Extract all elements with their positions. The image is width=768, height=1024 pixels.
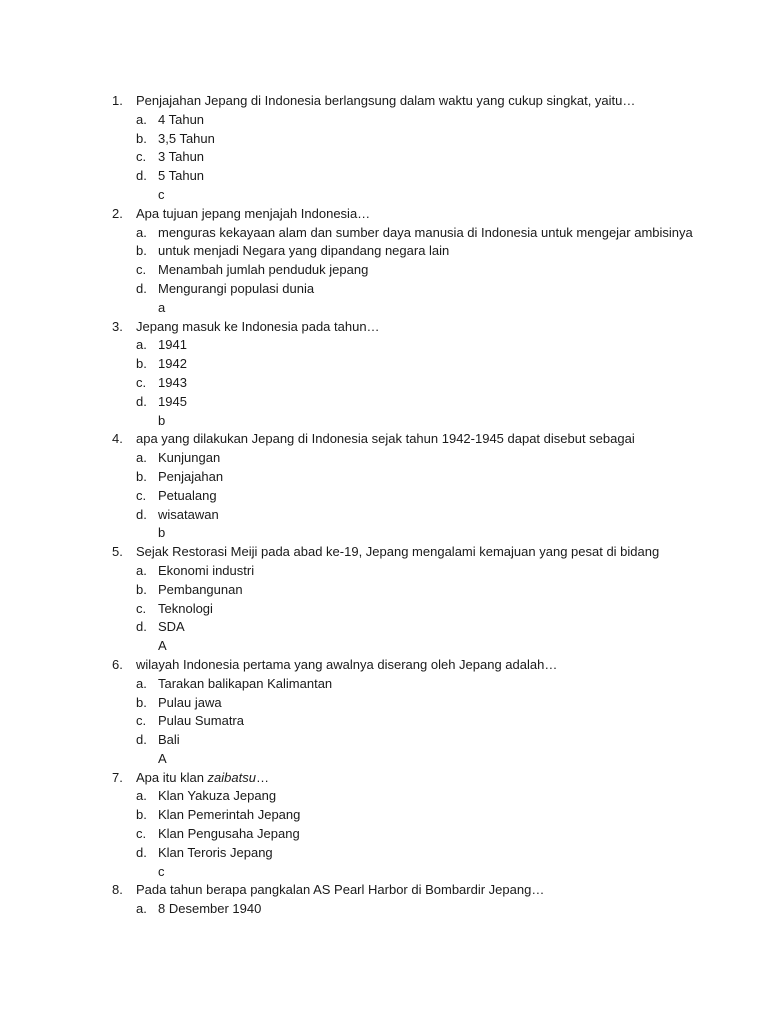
option-letter: c. bbox=[136, 826, 147, 842]
option-letter: c. bbox=[136, 487, 147, 503]
option-letter: c. bbox=[136, 374, 147, 390]
answer-key bbox=[0, 412, 768, 431]
option-text: 8 Desember 1940 bbox=[158, 901, 262, 917]
option-c bbox=[0, 712, 768, 731]
option-letter: a. bbox=[136, 450, 147, 466]
option-text: Pembangunan bbox=[158, 581, 243, 597]
option-c bbox=[0, 825, 768, 844]
option-text: Klan Yakuza Jepang bbox=[158, 788, 277, 804]
option-c bbox=[0, 261, 768, 280]
answer-text: a bbox=[158, 299, 166, 315]
answer-text: b bbox=[158, 525, 166, 541]
answer-text: A bbox=[158, 750, 167, 766]
option-a bbox=[0, 562, 768, 581]
option-a bbox=[0, 900, 768, 919]
answer-key bbox=[0, 299, 768, 318]
option-text: Kunjungan bbox=[158, 450, 221, 466]
answer-text: A bbox=[158, 638, 167, 654]
option-letter: c. bbox=[136, 262, 147, 278]
question-text: Jepang masuk ke Indonesia pada tahun… bbox=[136, 318, 380, 334]
answer-key bbox=[0, 524, 768, 543]
question-4 bbox=[0, 430, 768, 449]
question-text: Pada tahun berapa pangkalan AS Pearl Harbor di Bombardir Jepang… bbox=[136, 882, 545, 898]
answer-text: c bbox=[158, 863, 165, 879]
question-5 bbox=[0, 543, 768, 562]
question-text-after: … bbox=[255, 769, 269, 785]
option-text: Teknologi bbox=[158, 600, 213, 616]
option-a bbox=[0, 787, 768, 806]
option-d bbox=[0, 618, 768, 637]
option-text: Klan Pengusaha Jepang bbox=[158, 826, 300, 842]
option-text: SDA bbox=[158, 619, 185, 635]
option-d bbox=[0, 731, 768, 750]
option-b bbox=[0, 806, 768, 825]
option-text: untuk menjadi Negara yang dipandang negara lain bbox=[158, 243, 450, 259]
option-text: Ekonomi industri bbox=[158, 562, 255, 578]
option-letter: a. bbox=[136, 788, 147, 804]
question-text-italic: zaibatsu bbox=[207, 769, 256, 785]
option-c bbox=[0, 374, 768, 393]
option-text: Mengurangi populasi dunia bbox=[158, 280, 315, 296]
answer-text: b bbox=[158, 412, 166, 428]
option-text: 1942 bbox=[158, 356, 187, 372]
answer-key bbox=[0, 863, 768, 882]
option-letter: d. bbox=[136, 280, 147, 296]
option-letter: b. bbox=[136, 130, 147, 146]
question-text bbox=[136, 769, 269, 788]
option-letter: d. bbox=[136, 619, 147, 635]
option-text: 4 Tahun bbox=[158, 111, 205, 127]
question-8 bbox=[0, 881, 768, 900]
option-letter: b. bbox=[136, 694, 147, 710]
question-text-before: Apa itu klan bbox=[136, 769, 208, 785]
option-a bbox=[0, 449, 768, 468]
option-text: Klan Teroris Jepang bbox=[158, 844, 273, 860]
answer-text: c bbox=[158, 186, 165, 202]
option-a bbox=[0, 336, 768, 355]
question-text: apa yang dilakukan Jepang di Indonesia sejak tahun 1942-1945 dapat disebut sebagai bbox=[136, 431, 635, 447]
question-text: Apa tujuan jepang menjajah Indonesia… bbox=[136, 205, 371, 221]
option-letter: b. bbox=[136, 807, 147, 823]
option-letter: d. bbox=[136, 393, 147, 409]
option-b bbox=[0, 130, 768, 149]
option-text: wisatawan bbox=[158, 506, 219, 522]
option-letter: a. bbox=[136, 224, 147, 240]
option-text: 1941 bbox=[158, 337, 187, 353]
option-letter: c. bbox=[136, 600, 147, 616]
option-text: 1945 bbox=[158, 393, 187, 409]
option-text: Bali bbox=[158, 732, 180, 748]
option-a bbox=[0, 675, 768, 694]
option-letter: b. bbox=[136, 356, 147, 372]
option-text: Menambah jumlah penduduk jepang bbox=[158, 262, 369, 278]
option-d bbox=[0, 167, 768, 186]
answer-key bbox=[0, 637, 768, 656]
question-number: 3. bbox=[112, 318, 123, 334]
question-7 bbox=[0, 769, 768, 788]
answer-key bbox=[0, 186, 768, 205]
option-text: 3,5 Tahun bbox=[158, 130, 215, 146]
question-number: 8. bbox=[112, 882, 123, 898]
option-letter: a. bbox=[136, 111, 147, 127]
question-text: Penjajahan Jepang di Indonesia berlangsung dalam waktu yang cukup singkat, yaitu… bbox=[136, 93, 636, 108]
question-text: wilayah Indonesia pertama yang awalnya diserang oleh Jepang adalah… bbox=[136, 656, 558, 672]
question-text: Sejak Restorasi Meiji pada abad ke-19, Jepang mengalami kemajuan yang pesat di bidang bbox=[136, 544, 660, 560]
option-letter: c. bbox=[136, 149, 147, 165]
question-1 bbox=[0, 92, 768, 111]
option-text: 5 Tahun bbox=[158, 168, 205, 184]
option-letter: d. bbox=[136, 168, 147, 184]
option-d bbox=[0, 844, 768, 863]
option-b bbox=[0, 242, 768, 261]
option-letter: a. bbox=[136, 337, 147, 353]
option-letter: d. bbox=[136, 732, 147, 748]
option-b bbox=[0, 355, 768, 374]
option-letter: a. bbox=[136, 675, 147, 691]
option-b bbox=[0, 581, 768, 600]
question-number: 2. bbox=[112, 205, 123, 221]
option-letter: d. bbox=[136, 506, 147, 522]
option-text: 1943 bbox=[158, 374, 187, 390]
option-c bbox=[0, 600, 768, 619]
question-number: 7. bbox=[112, 769, 123, 785]
option-letter: b. bbox=[136, 243, 147, 259]
option-text: 3 Tahun bbox=[158, 149, 205, 165]
question-3 bbox=[0, 318, 768, 337]
answer-key bbox=[0, 750, 768, 769]
question-number: 5. bbox=[112, 544, 123, 560]
option-d bbox=[0, 393, 768, 412]
option-letter: d. bbox=[136, 844, 147, 860]
option-text: Tarakan balikapan Kalimantan bbox=[158, 675, 333, 691]
option-a bbox=[0, 224, 768, 243]
question-number: 4. bbox=[112, 431, 123, 447]
option-letter: a. bbox=[136, 901, 147, 917]
option-text: Penjajahan bbox=[158, 468, 224, 484]
option-letter: b. bbox=[136, 581, 147, 597]
option-c bbox=[0, 487, 768, 506]
option-letter: c. bbox=[136, 713, 147, 729]
question-number: 1. bbox=[112, 93, 123, 108]
option-text: Pulau jawa bbox=[158, 694, 222, 710]
option-d bbox=[0, 506, 768, 525]
option-b bbox=[0, 694, 768, 713]
option-letter: a. bbox=[136, 562, 147, 578]
option-b bbox=[0, 468, 768, 487]
option-text: Klan Pemerintah Jepang bbox=[158, 807, 301, 823]
option-text: Pulau Sumatra bbox=[158, 713, 244, 729]
question-number: 6. bbox=[112, 656, 123, 672]
option-text: menguras kekayaan alam dan sumber daya manusia di Indonesia untuk mengejar ambisinya bbox=[158, 224, 693, 240]
question-list bbox=[0, 92, 768, 919]
option-text: Petualang bbox=[158, 487, 217, 503]
option-letter: b. bbox=[136, 468, 147, 484]
question-6 bbox=[0, 656, 768, 675]
option-a bbox=[0, 111, 768, 130]
question-2 bbox=[0, 205, 768, 224]
option-d bbox=[0, 280, 768, 299]
option-c bbox=[0, 148, 768, 167]
